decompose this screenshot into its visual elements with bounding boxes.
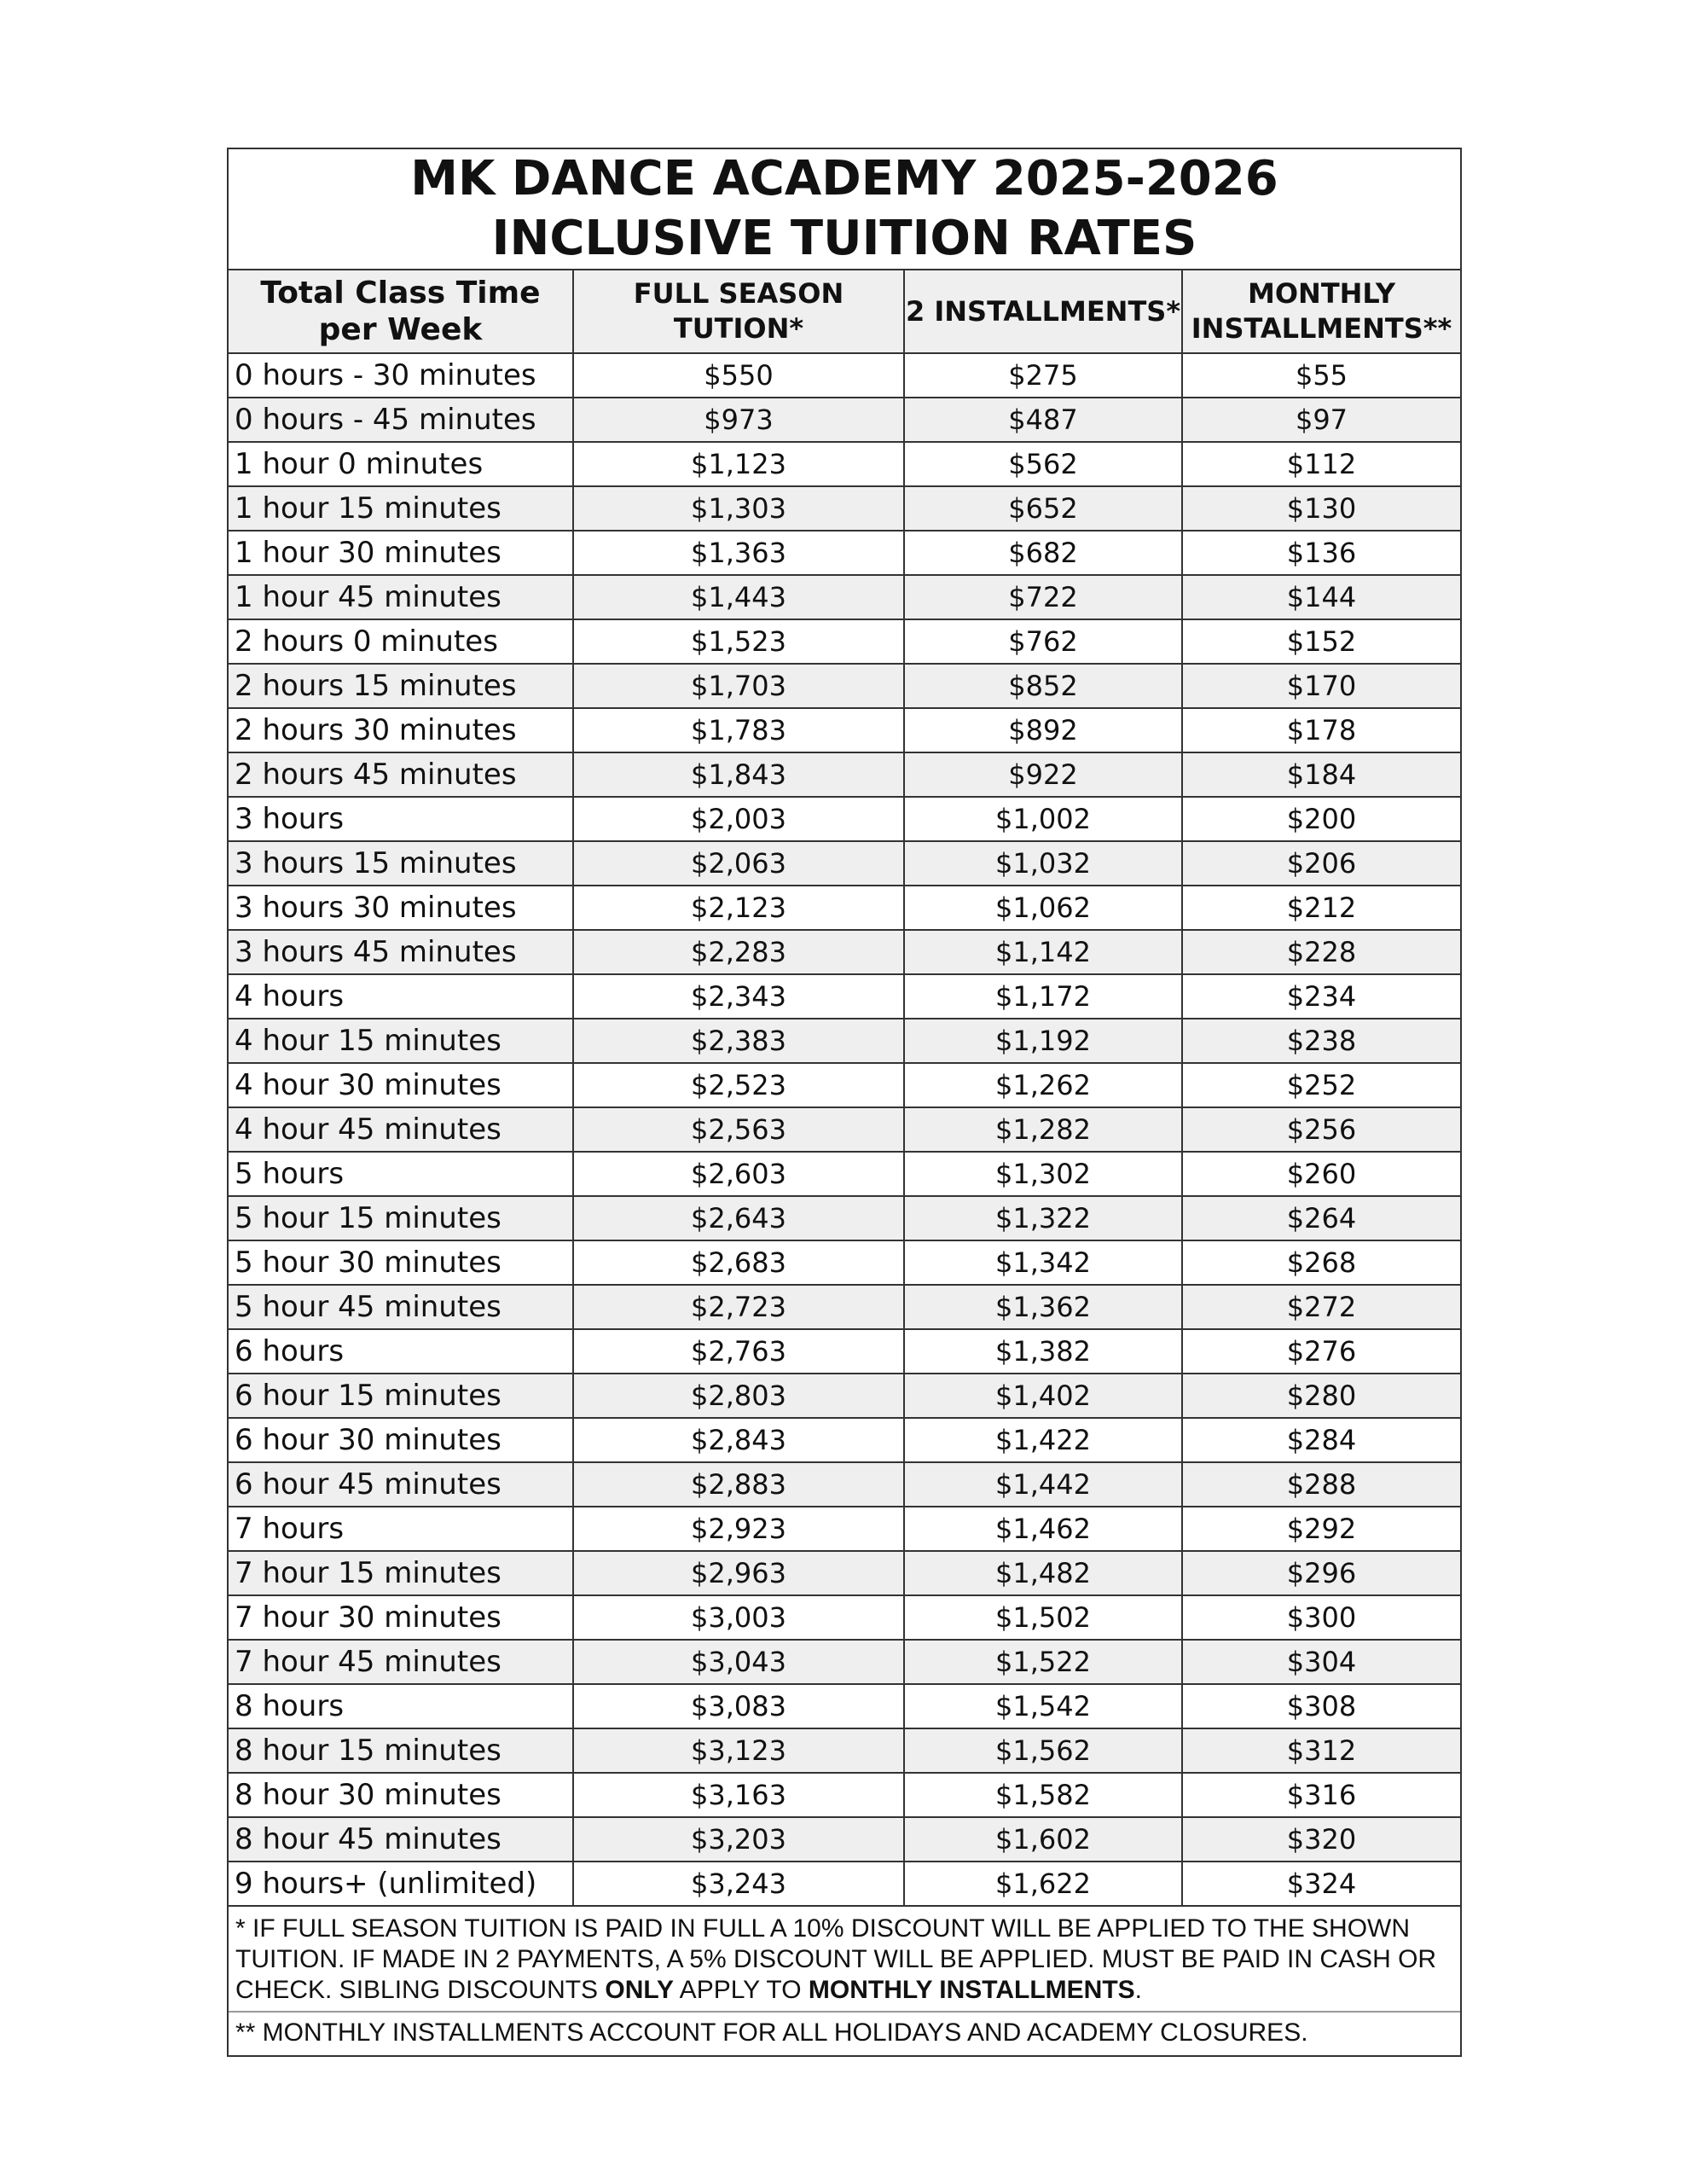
table-row	[229, 353, 1460, 398]
time-cell: 6 hours	[229, 1329, 573, 1374]
monthly-cell: $296	[1182, 1551, 1460, 1595]
discount-note-only: ONLY	[605, 1976, 674, 2004]
table-row	[229, 1240, 1460, 1285]
title-line-1: MK DANCE ACADEMY 2025-2026	[410, 151, 1278, 206]
two-installments-cell: $1,302	[904, 1152, 1182, 1196]
time-cell: 7 hour 15 minutes	[229, 1551, 573, 1595]
two-installments-cell: $1,032	[904, 841, 1182, 886]
full-season-cell: $3,123	[573, 1728, 904, 1773]
table-row	[229, 442, 1460, 486]
table-row	[229, 1773, 1460, 1817]
full-season-cell: $2,563	[573, 1107, 904, 1152]
time-cell: 6 hour 45 minutes	[229, 1462, 573, 1507]
table-row	[229, 1640, 1460, 1684]
monthly-cell: $264	[1182, 1196, 1460, 1240]
two-installments-cell: $1,382	[904, 1329, 1182, 1374]
full-season-cell: $1,843	[573, 752, 904, 797]
full-season-cell: $3,203	[573, 1817, 904, 1862]
two-installments-cell: $487	[904, 398, 1182, 442]
table-row	[229, 486, 1460, 531]
header-monthly: MONTHLY INSTALLMENTS**	[1182, 270, 1460, 353]
table-row	[229, 1684, 1460, 1728]
tuition-sheet	[227, 148, 1462, 2057]
monthly-cell: $292	[1182, 1507, 1460, 1551]
full-season-cell: $3,083	[573, 1684, 904, 1728]
monthly-cell: $228	[1182, 930, 1460, 974]
page-title	[229, 149, 1460, 270]
full-season-cell: $3,163	[573, 1773, 904, 1817]
full-season-cell: $1,703	[573, 664, 904, 708]
time-cell: 1 hour 45 minutes	[229, 575, 573, 619]
table-row	[229, 1418, 1460, 1462]
table-row	[229, 930, 1460, 974]
table-row	[229, 1107, 1460, 1152]
monthly-cell: $178	[1182, 708, 1460, 752]
table-row	[229, 1817, 1460, 1862]
time-cell: 8 hour 45 minutes	[229, 1817, 573, 1862]
full-season-cell: $1,363	[573, 531, 904, 575]
table-row	[229, 664, 1460, 708]
table-row	[229, 1551, 1460, 1595]
full-season-cell: $2,843	[573, 1418, 904, 1462]
table-row	[229, 1462, 1460, 1507]
full-season-cell: $1,123	[573, 442, 904, 486]
full-season-cell: $550	[573, 353, 904, 398]
full-season-cell: $2,923	[573, 1507, 904, 1551]
full-season-cell: $2,643	[573, 1196, 904, 1240]
two-installments-cell: $1,442	[904, 1462, 1182, 1507]
table-row	[229, 619, 1460, 664]
two-installments-cell: $1,402	[904, 1374, 1182, 1418]
two-installments-cell: $1,462	[904, 1507, 1182, 1551]
monthly-cell: $276	[1182, 1329, 1460, 1374]
two-installments-cell: $1,262	[904, 1063, 1182, 1107]
monthly-cell: $112	[1182, 442, 1460, 486]
two-installments-cell: $922	[904, 752, 1182, 797]
table-row	[229, 1152, 1460, 1196]
monthly-cell: $260	[1182, 1152, 1460, 1196]
table-row	[229, 886, 1460, 930]
table-row	[229, 1728, 1460, 1773]
monthly-cell: $200	[1182, 797, 1460, 841]
two-installments-cell: $562	[904, 442, 1182, 486]
discount-note-end: .	[1134, 1976, 1143, 2004]
monthly-cell: $238	[1182, 1019, 1460, 1063]
monthly-cell: $312	[1182, 1728, 1460, 1773]
two-installments-cell: $1,002	[904, 797, 1182, 841]
monthly-cell: $320	[1182, 1817, 1460, 1862]
time-cell: 1 hour 0 minutes	[229, 442, 573, 486]
full-season-cell: $2,343	[573, 974, 904, 1019]
monthly-cell: $324	[1182, 1862, 1460, 1906]
table-row	[229, 708, 1460, 752]
header-full-season: FULL SEASON TUTION*	[573, 270, 904, 353]
two-installments-cell: $1,542	[904, 1684, 1182, 1728]
two-installments-cell: $1,172	[904, 974, 1182, 1019]
time-cell: 7 hour 30 minutes	[229, 1595, 573, 1640]
two-installments-cell: $722	[904, 575, 1182, 619]
time-cell: 7 hour 45 minutes	[229, 1640, 573, 1684]
two-installments-cell: $1,422	[904, 1418, 1182, 1462]
monthly-cell: $144	[1182, 575, 1460, 619]
two-installments-cell: $1,622	[904, 1862, 1182, 1906]
table-row	[229, 398, 1460, 442]
time-cell: 4 hour 30 minutes	[229, 1063, 573, 1107]
title-line-2: INCLUSIVE TUITION RATES	[491, 211, 1197, 266]
two-installments-cell: $1,142	[904, 930, 1182, 974]
two-installments-cell: $652	[904, 486, 1182, 531]
time-cell: 5 hour 45 minutes	[229, 1285, 573, 1329]
discount-note-monthly: MONTHLY INSTALLMENTS	[808, 1976, 1135, 2004]
full-season-cell: $2,383	[573, 1019, 904, 1063]
monthly-cell: $97	[1182, 398, 1460, 442]
monthly-cell: $206	[1182, 841, 1460, 886]
table-row	[229, 1374, 1460, 1418]
two-installments-cell: $852	[904, 664, 1182, 708]
two-installments-cell: $762	[904, 619, 1182, 664]
table-row	[229, 841, 1460, 886]
table-row	[229, 1285, 1460, 1329]
full-season-cell: $2,003	[573, 797, 904, 841]
monthly-cell: $256	[1182, 1107, 1460, 1152]
time-cell: 7 hours	[229, 1507, 573, 1551]
table-row	[229, 1507, 1460, 1551]
two-installments-cell: $1,482	[904, 1551, 1182, 1595]
full-season-cell: $2,723	[573, 1285, 904, 1329]
table-row	[229, 974, 1460, 1019]
monthly-cell: $288	[1182, 1462, 1460, 1507]
time-cell: 2 hours 45 minutes	[229, 752, 573, 797]
discount-note-text: * IF FULL SEASON TUITION IS PAID IN FULL A 10% DISCOUNT WILL BE APPLIED TO THE SHOWN TUITION. IF MADE IN 2 PAYMENTS, A 5% DISCOUNT WILL BE APPLIED. MUST BE PAID IN CASH OR CHECK. SIBLING DISCOUNTS	[235, 1914, 1437, 2004]
monthly-cell: $252	[1182, 1063, 1460, 1107]
two-installments-cell: $1,602	[904, 1817, 1182, 1862]
time-cell: 1 hour 30 minutes	[229, 531, 573, 575]
two-installments-cell: $1,322	[904, 1196, 1182, 1240]
time-cell: 8 hour 15 minutes	[229, 1728, 573, 1773]
two-installments-cell: $1,342	[904, 1240, 1182, 1285]
time-cell: 3 hours	[229, 797, 573, 841]
time-cell: 0 hours - 45 minutes	[229, 398, 573, 442]
full-season-cell: $3,043	[573, 1640, 904, 1684]
two-installments-cell: $682	[904, 531, 1182, 575]
tuition-rates-table	[229, 270, 1460, 1907]
header-class-time: Total Class Time per Week	[229, 270, 573, 353]
table-row	[229, 1329, 1460, 1374]
time-cell: 1 hour 15 minutes	[229, 486, 573, 531]
monthly-cell: $212	[1182, 886, 1460, 930]
full-season-cell: $1,443	[573, 575, 904, 619]
full-season-cell: $2,803	[573, 1374, 904, 1418]
full-season-cell: $3,243	[573, 1862, 904, 1906]
time-cell: 5 hour 15 minutes	[229, 1196, 573, 1240]
full-season-cell: $2,283	[573, 930, 904, 974]
table-row	[229, 1063, 1460, 1107]
time-cell: 4 hours	[229, 974, 573, 1019]
monthly-cell: $304	[1182, 1640, 1460, 1684]
two-installments-cell: $1,282	[904, 1107, 1182, 1152]
table-header-row	[229, 270, 1460, 353]
table-row	[229, 531, 1460, 575]
two-installments-cell: $1,192	[904, 1019, 1182, 1063]
monthly-cell: $136	[1182, 531, 1460, 575]
two-installments-cell: $1,062	[904, 886, 1182, 930]
time-cell: 3 hours 45 minutes	[229, 930, 573, 974]
two-installments-cell: $1,522	[904, 1640, 1182, 1684]
two-installments-cell: $1,362	[904, 1285, 1182, 1329]
time-cell: 8 hour 30 minutes	[229, 1773, 573, 1817]
two-installments-cell: $892	[904, 708, 1182, 752]
monthly-cell: $280	[1182, 1374, 1460, 1418]
time-cell: 3 hours 30 minutes	[229, 886, 573, 930]
monthly-cell: $284	[1182, 1418, 1460, 1462]
two-installments-cell: $1,582	[904, 1773, 1182, 1817]
full-season-cell: $2,523	[573, 1063, 904, 1107]
table-row	[229, 575, 1460, 619]
monthly-cell: $308	[1182, 1684, 1460, 1728]
time-cell: 5 hour 30 minutes	[229, 1240, 573, 1285]
time-cell: 2 hours 30 minutes	[229, 708, 573, 752]
table-row	[229, 1019, 1460, 1063]
table-row	[229, 1862, 1460, 1906]
monthly-cell: $55	[1182, 353, 1460, 398]
monthly-cell: $272	[1182, 1285, 1460, 1329]
table-row	[229, 1595, 1460, 1640]
monthly-cell: $316	[1182, 1773, 1460, 1817]
table-row	[229, 752, 1460, 797]
time-cell: 5 hours	[229, 1152, 573, 1196]
full-season-cell: $2,063	[573, 841, 904, 886]
table-row	[229, 797, 1460, 841]
monthly-cell: $170	[1182, 664, 1460, 708]
time-cell: 8 hours	[229, 1684, 573, 1728]
full-season-cell: $1,523	[573, 619, 904, 664]
table-body	[229, 353, 1460, 1906]
full-season-cell: $2,883	[573, 1462, 904, 1507]
time-cell: 3 hours 15 minutes	[229, 841, 573, 886]
full-season-cell: $2,603	[573, 1152, 904, 1196]
full-season-cell: $2,963	[573, 1551, 904, 1595]
monthly-cell: $184	[1182, 752, 1460, 797]
discount-note	[229, 1907, 1460, 2013]
time-cell: 6 hour 30 minutes	[229, 1418, 573, 1462]
full-season-cell: $2,683	[573, 1240, 904, 1285]
full-season-cell: $3,003	[573, 1595, 904, 1640]
monthly-cell: $152	[1182, 619, 1460, 664]
full-season-cell: $2,763	[573, 1329, 904, 1374]
full-season-cell: $2,123	[573, 886, 904, 930]
two-installments-cell: $1,562	[904, 1728, 1182, 1773]
header-two-installments: 2 INSTALLMENTS*	[904, 270, 1182, 353]
time-cell: 4 hour 15 minutes	[229, 1019, 573, 1063]
two-installments-cell: $275	[904, 353, 1182, 398]
full-season-cell: $973	[573, 398, 904, 442]
time-cell: 2 hours 0 minutes	[229, 619, 573, 664]
table-row	[229, 1196, 1460, 1240]
monthly-cell: $268	[1182, 1240, 1460, 1285]
time-cell: 0 hours - 30 minutes	[229, 353, 573, 398]
monthly-cell: $130	[1182, 486, 1460, 531]
time-cell: 4 hour 45 minutes	[229, 1107, 573, 1152]
time-cell: 6 hour 15 minutes	[229, 1374, 573, 1418]
monthly-cell: $300	[1182, 1595, 1460, 1640]
time-cell: 2 hours 15 minutes	[229, 664, 573, 708]
full-season-cell: $1,783	[573, 708, 904, 752]
time-cell: 9 hours+ (unlimited)	[229, 1862, 573, 1906]
full-season-cell: $1,303	[573, 486, 904, 531]
holiday-note: ** MONTHLY INSTALLMENTS ACCOUNT FOR ALL HOLIDAYS AND ACADEMY CLOSURES.	[235, 2018, 1308, 2047]
monthly-cell: $234	[1182, 974, 1460, 1019]
two-installments-cell: $1,502	[904, 1595, 1182, 1640]
discount-note-text-2: APPLY TO	[674, 1976, 809, 2004]
